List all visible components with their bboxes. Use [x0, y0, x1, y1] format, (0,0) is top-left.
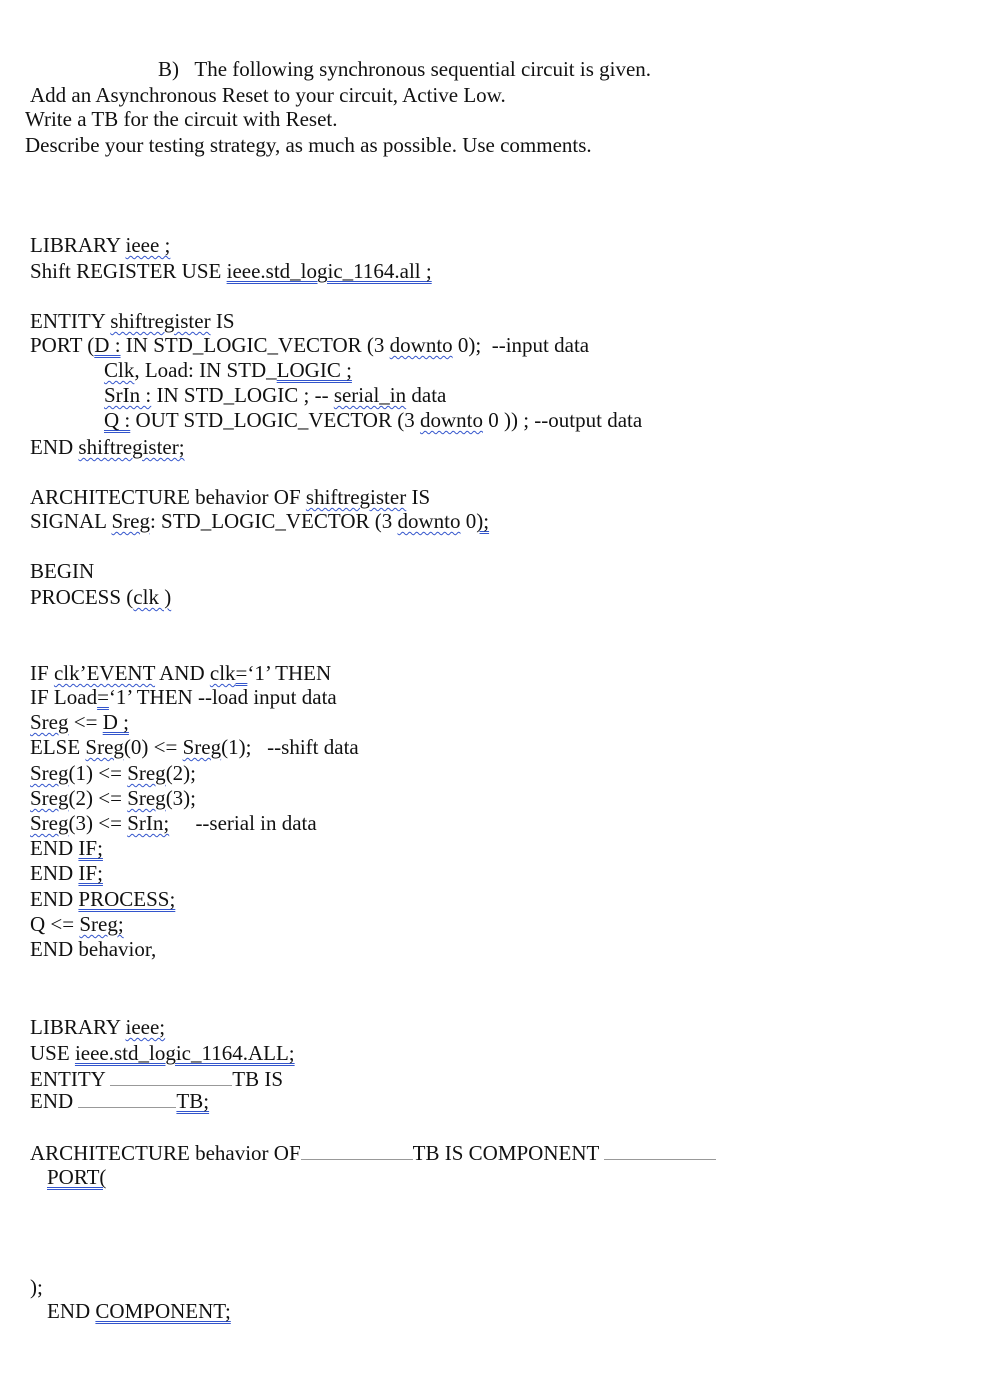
code-shift-1-line: Sreg(1) <= Sreg(2);: [30, 761, 197, 785]
tb-close-paren-line: );: [30, 1275, 43, 1299]
code-process-line: PROCESS (clk ): [30, 585, 172, 609]
tb-arch-blank-2: [604, 1141, 716, 1160]
code-end-behavior-line: END behavior,: [30, 937, 157, 961]
tb-end-blank: [78, 1089, 176, 1108]
code-use-line: Shift REGISTER USE ieee.std_logic_1164.all ;: [30, 259, 432, 283]
code-end-if-1-line: END IF;: [30, 836, 103, 860]
tb-entity-blank: [110, 1067, 232, 1086]
code-sreg-load-line: Sreg <= D ;: [30, 710, 129, 734]
code-library-line: LIBRARY ieee ;: [30, 233, 171, 257]
code-begin-line: BEGIN: [30, 559, 95, 583]
question-line-4: Describe your testing strategy, as much as possible. Use comments.: [25, 133, 592, 157]
code-end-process-line: END PROCESS;: [30, 887, 176, 911]
code-srin-line: SrIn : IN STD_LOGIC ; -- serial_in data: [104, 383, 447, 407]
tb-library-line: LIBRARY ieee;: [30, 1015, 166, 1039]
question-line-2: Add an Asynchronous Reset to your circuit, Active Low.: [30, 83, 506, 107]
tb-entity-line: ENTITY TB IS: [30, 1067, 284, 1091]
code-q-line: Q : OUT STD_LOGIC_VECTOR (3 downto 0 )) ; --output data: [104, 408, 643, 432]
code-entity-line: ENTITY shiftregister IS: [30, 309, 235, 333]
code-if-clk-line: IF clk’EVENT AND clk=‘1’ THEN: [30, 661, 332, 685]
tb-use-line: USE ieee.std_logic_1164.ALL;: [30, 1041, 295, 1065]
code-architecture-line: ARCHITECTURE behavior OF shiftregister IS: [30, 485, 431, 509]
code-clk-line: Clk, Load: IN STD_LOGIC ;: [104, 358, 352, 382]
tb-architecture-line: ARCHITECTURE behavior OF TB IS COMPONENT: [30, 1141, 716, 1165]
code-shift-3-line: Sreg(3) <= SrIn; --serial in data: [30, 811, 317, 835]
code-shift-2-line: Sreg(2) <= Sreg(3);: [30, 786, 197, 810]
code-else-line: ELSE Sreg(0) <= Sreg(1); --shift data: [30, 735, 359, 759]
code-end-if-2-line: END IF;: [30, 861, 103, 885]
code-port-line: PORT (D : IN STD_LOGIC_VECTOR (3 downto 0); --input data: [30, 333, 590, 357]
question-line-3: Write a TB for the circuit with Reset.: [25, 107, 338, 131]
code-q-assign-line: Q <= Sreg;: [30, 912, 124, 936]
code-if-load-line: IF Load=‘1’ THEN --load input data: [30, 685, 337, 709]
question-line-1: B) The following synchronous sequential circuit is given.: [158, 57, 652, 81]
tb-end-component-line: END COMPONENT;: [47, 1299, 231, 1323]
tb-arch-blank-1: [301, 1141, 413, 1160]
code-signal-line: SIGNAL Sreg: STD_LOGIC_VECTOR (3 downto 0);: [30, 509, 490, 533]
code-end-entity-line: END shiftregister;: [30, 435, 185, 459]
tb-port-line: PORT(: [47, 1165, 107, 1189]
tb-end-line: END TB;: [30, 1089, 210, 1113]
